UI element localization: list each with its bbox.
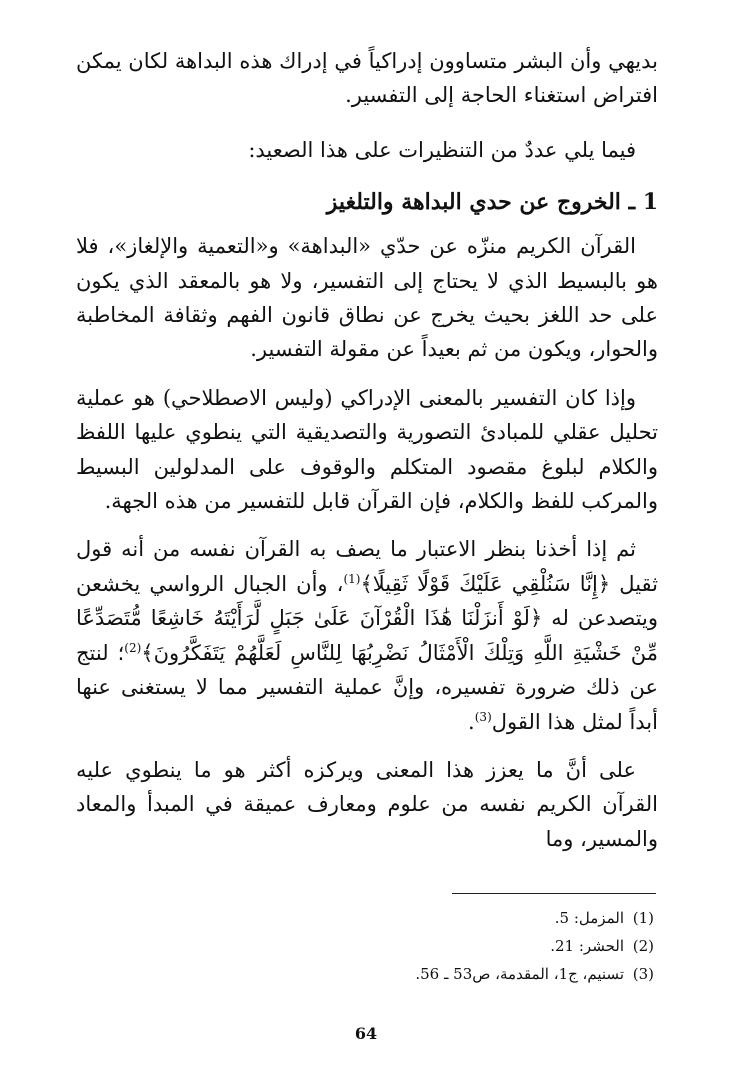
- footnote-number: (2): [632, 937, 654, 955]
- page-number: 64: [354, 1024, 378, 1043]
- lead-paragraph: فيما يلي عددٌ من التنظيرات على هذا الصعيد:: [248, 137, 636, 162]
- footnote-text: الحشر: 21.: [550, 937, 624, 955]
- footnote-text: تسنيم، ج1، المقدمة، ص53 ـ 56.: [415, 965, 624, 983]
- paragraph-3-text-c: ؛ لنتج عن ذلك ضرورة تفسيره، وإنَّ عملية التفسير مما لا يستغنى عنها أبداً لمثل هذا القول: [76, 640, 658, 734]
- footnote-item: [415, 932, 654, 960]
- paragraph-3-text-a: ثم إذا أخذنا بنظر الاعتبار ما يصف به القرآن نفسه من أنه قول ثقيل: [76, 537, 658, 596]
- paragraph-2: وإذا كان التفسير بالمعنى الإدراكي (وليس الاصطلاحي) هو عملية تحليل عقلي للمبادئ التصورية والتصديقية التي ينطوي عليها اللفظ والكلام لبلوغ مقصود المتكلم والوقوف على المدلولين البسيط والمركب للفظ والكلام، فإن القرآن قابل للتفسير من هذه الجهة.: [76, 385, 658, 514]
- footnote-text: المزمل: 5.: [554, 909, 624, 927]
- footnote-divider: [452, 893, 656, 894]
- footnote-ref-1[interactable]: (1): [343, 571, 361, 586]
- footnote-item: [415, 904, 654, 932]
- paragraph-4: على أنَّ ما يعزز هذا المعنى ويركزه أكثر هو ما ينطوي عليه القرآن الكريم نفسه من علوم ومعارف عميقة في المبدأ والمعاد والمسير، وما: [76, 757, 658, 851]
- footnote-ref-2[interactable]: (2): [124, 640, 142, 655]
- quran-verse-2: ﴿لَوْ أَنزَلْنَا هَٰذَا الْقُرْآنَ عَلَىٰ جَبَلٍ لَّرَأَيْتَهُ خَاشِعًا مُّتَصَدِّعًا مِّنْ خَشْيَةِ اللَّهِ وَتِلْكَ الْأَمْثَالُ نَضْرِبُهَا لِلنَّاسِ لَعَلَّهُمْ يَتَفَكَّرُونَ﴾: [76, 606, 658, 665]
- footnotes: [415, 904, 654, 988]
- paragraph-1: القرآن الكريم منزّه عن حدّي «البداهة» و«التعمية والإلغاز»، فلا هو بالبسيط الذي لا يحتاج إلى التفسير، ولا هو بالمعقد الذي يكون على حد اللغز بحيث يخرج عن نطاق قانون الفهم وثقافة المخاطبة والحوار، ويكون من ثم بعيداً عن مقولة التفسير.: [76, 234, 658, 362]
- footnote-ref-3[interactable]: (3): [474, 709, 492, 724]
- paragraph-3: [76, 532, 658, 738]
- paragraph-3-text-b: ، وأن الجبال الرواسي يخشعن ويتصدعن له: [76, 571, 658, 631]
- quran-verse-1: ﴿إِنَّا سَنُلْقِي عَلَيْكَ قَوْلًا ثَقِيلًا﴾: [360, 571, 611, 596]
- footnote-number: (3): [632, 965, 654, 983]
- intro-paragraph: بديهي وأن البشر متساوون إدراكياً في إدراك هذه البداهة لكان يمكن افتراض استغناء الحاجة إلى التفسير.: [76, 49, 658, 108]
- footnote-number: (1): [632, 909, 654, 927]
- page-body: [76, 44, 658, 856]
- paragraph-3-text-d: .: [468, 709, 475, 734]
- footnote-item: [415, 960, 654, 988]
- section-heading: 1 ـ الخروج عن حدي البداهة والتلغيز: [326, 189, 658, 216]
